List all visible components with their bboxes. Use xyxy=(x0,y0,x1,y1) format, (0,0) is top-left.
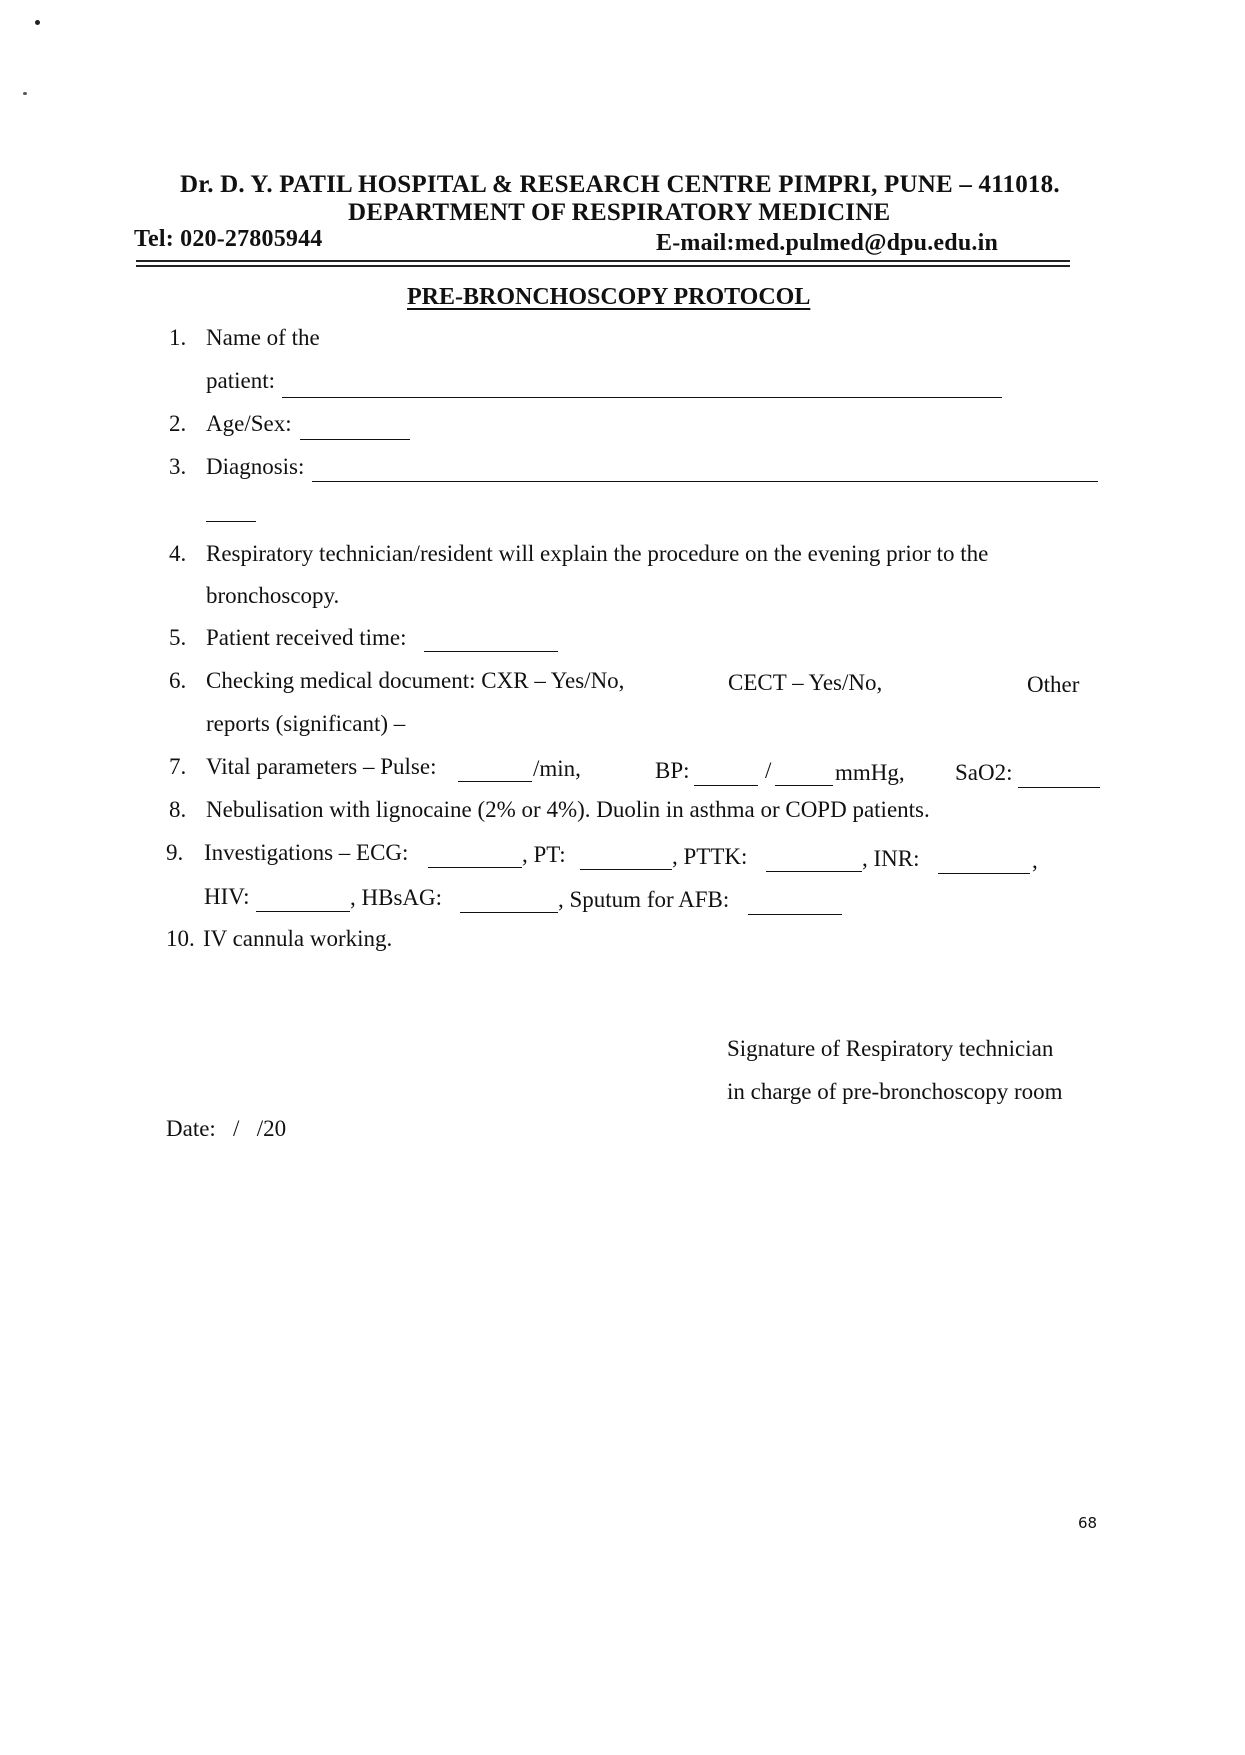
page-number: 68 xyxy=(1078,1514,1098,1532)
pt-field[interactable] xyxy=(580,847,672,870)
header-rule-top xyxy=(136,260,1070,262)
bp-diastolic-field[interactable] xyxy=(775,763,833,786)
received-time-label: Patient received time: xyxy=(206,625,407,650)
signature-label-line1: Signature of Respiratory technician xyxy=(727,1036,1054,1061)
signature-label-line2: in charge of pre-bronchoscopy room xyxy=(727,1079,1063,1104)
pttk-field[interactable] xyxy=(766,849,862,872)
received-time-field[interactable] xyxy=(424,629,558,652)
inr-comma: , xyxy=(1032,848,1038,873)
date-label: Date: / /20 xyxy=(166,1116,287,1141)
bp-separator: / xyxy=(765,758,772,783)
significant-reports-label: reports (significant) – xyxy=(206,711,406,736)
diagnosis-field-continuation[interactable] xyxy=(206,500,256,522)
bp-systolic-field[interactable] xyxy=(694,763,758,786)
pt-label: , PT: xyxy=(522,842,566,867)
patient-name-label: Name of the xyxy=(206,325,320,350)
item-number: 1. xyxy=(169,325,187,350)
bp-unit: mmHg, xyxy=(835,760,905,785)
procedure-explanation-text: Respiratory technician/resident will explain the procedure on the evening prior to the xyxy=(206,541,989,566)
item-number: 2. xyxy=(169,411,187,436)
bp-label: BP: xyxy=(655,758,690,783)
diagnosis-label: Diagnosis: xyxy=(206,454,305,479)
other-reports-label: Other xyxy=(1027,672,1080,697)
hospital-name: Dr. D. Y. PATIL HOSPITAL & RESEARCH CENTRE PIMPRI, PUNE – 411018. xyxy=(180,171,1060,198)
sao2-label: SaO2: xyxy=(955,760,1013,785)
department-name: DEPARTMENT OF RESPIRATORY MEDICINE xyxy=(348,199,891,226)
hbsag-field[interactable] xyxy=(460,890,558,913)
header-rule-bottom xyxy=(136,265,1070,267)
form-title: PRE-BRONCHOSCOPY PROTOCOL xyxy=(407,284,811,310)
sputum-field[interactable] xyxy=(748,892,842,915)
scan-speck xyxy=(23,92,27,95)
cxr-check-label: Checking medical document: CXR – Yes/No, xyxy=(206,668,625,693)
item-number: 8. xyxy=(169,797,187,822)
cect-check-label: CECT – Yes/No, xyxy=(728,670,883,695)
age-sex-field[interactable] xyxy=(300,417,410,440)
scan-speck xyxy=(35,20,40,25)
age-sex-label: Age/Sex: xyxy=(206,411,292,436)
sputum-label: , Sputum for AFB: xyxy=(558,887,730,912)
pulse-unit: /min, xyxy=(533,756,581,781)
diagnosis-field[interactable] xyxy=(312,459,1098,482)
inr-field[interactable] xyxy=(938,851,1030,874)
nebulisation-text: Nebulisation with lignocaine (2% or 4%). Duolin in asthma or COPD patients. xyxy=(206,797,930,822)
sao2-field[interactable] xyxy=(1018,765,1100,788)
item-number: 3. xyxy=(169,454,187,479)
patient-label: patient: xyxy=(206,368,275,393)
inr-label: , INR: xyxy=(862,846,920,871)
hiv-label: HIV: xyxy=(204,884,250,909)
item-number: 6. xyxy=(169,668,187,693)
pulse-field[interactable] xyxy=(458,759,532,782)
item-number: 10. xyxy=(166,926,195,951)
telephone: Tel: 020-27805944 xyxy=(134,226,323,252)
iv-cannula-text: IV cannula working. xyxy=(203,926,393,951)
email: E-mail:med.pulmed@dpu.edu.in xyxy=(656,230,998,256)
pulse-label: Vital parameters – Pulse: xyxy=(206,754,437,779)
item-number: 5. xyxy=(169,625,187,650)
item-number: 9. xyxy=(166,840,184,865)
hbsag-label: , HBsAG: xyxy=(350,885,443,910)
hiv-field[interactable] xyxy=(256,889,350,912)
procedure-explanation-text-cont: bronchoscopy. xyxy=(206,583,340,608)
ecg-label: Investigations – ECG: xyxy=(204,840,409,865)
ecg-field[interactable] xyxy=(428,845,522,868)
pttk-label: , PTTK: xyxy=(672,844,748,869)
item-number: 7. xyxy=(169,754,187,779)
item-number: 4. xyxy=(169,541,187,566)
patient-name-field[interactable] xyxy=(282,375,1002,398)
